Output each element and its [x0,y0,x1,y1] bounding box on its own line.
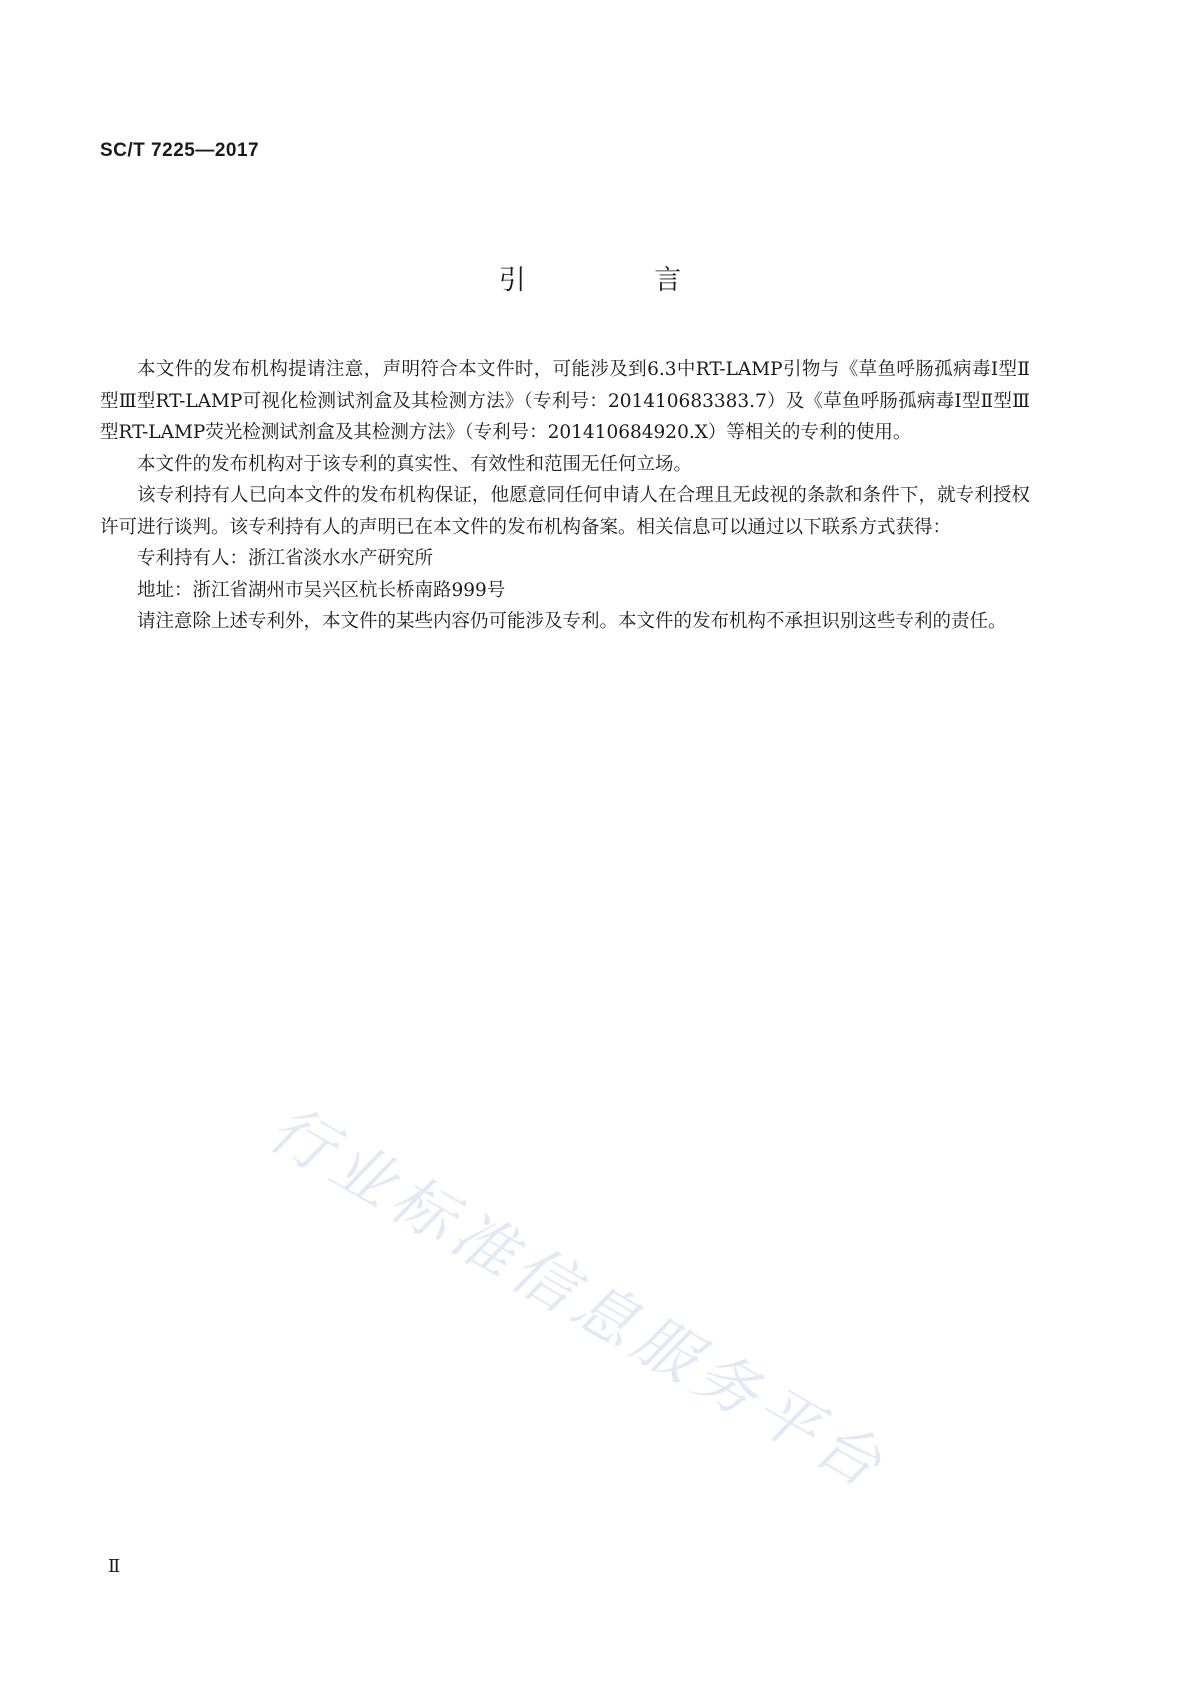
paragraph-other-patents: 请注意除上述专利外，本文件的某些内容仍可能涉及专利。本文件的发布机构不承担识别这些专利的责任。 [137,611,1007,632]
paragraph-holder-assurance: 该专利持有人已向本文件的发布机构保证，他愿意同任何申请人在合理且无歧视的条款和条件下，就专利授权许可进行谈判。该专利持有人的声明已在本文件的发布机构备案。相关信息可以通过以下联系方式获得： [100,485,1030,538]
paragraph-patent-holder: 专利持有人：浙江省淡水水产研究所 [137,548,434,569]
paragraph-patent-notice: 本文件的发布机构提请注意，声明符合本文件时，可能涉及到6.3中RT-LAMP引物与《草鱼呼肠孤病毒Ⅰ型Ⅱ型Ⅲ型RT-LAMP可视化检测试剂盒及其检测方法》（专利号：201410683383.7）及《草鱼呼肠孤病毒Ⅰ型Ⅱ型Ⅲ型RT-LAMP荧光检测试剂盒及其检测方法》（专利号：201410684920.X）等相关的专利的使用。 [100,359,1030,443]
page-number: Ⅱ [108,1556,121,1577]
standard-code: SC/T 7225—2017 [100,140,260,161]
watermark: 行业标准信息服务平台 [257,1091,900,1505]
paragraph-address: 地址：浙江省湖州市吴兴区杭长桥南路999号 [137,579,506,601]
section-title: 引 言 [498,265,742,296]
paragraph-no-position: 本文件的发布机构对于该专利的真实性、有效性和范围无任何立场。 [137,453,693,475]
document-body [100,354,1030,638]
